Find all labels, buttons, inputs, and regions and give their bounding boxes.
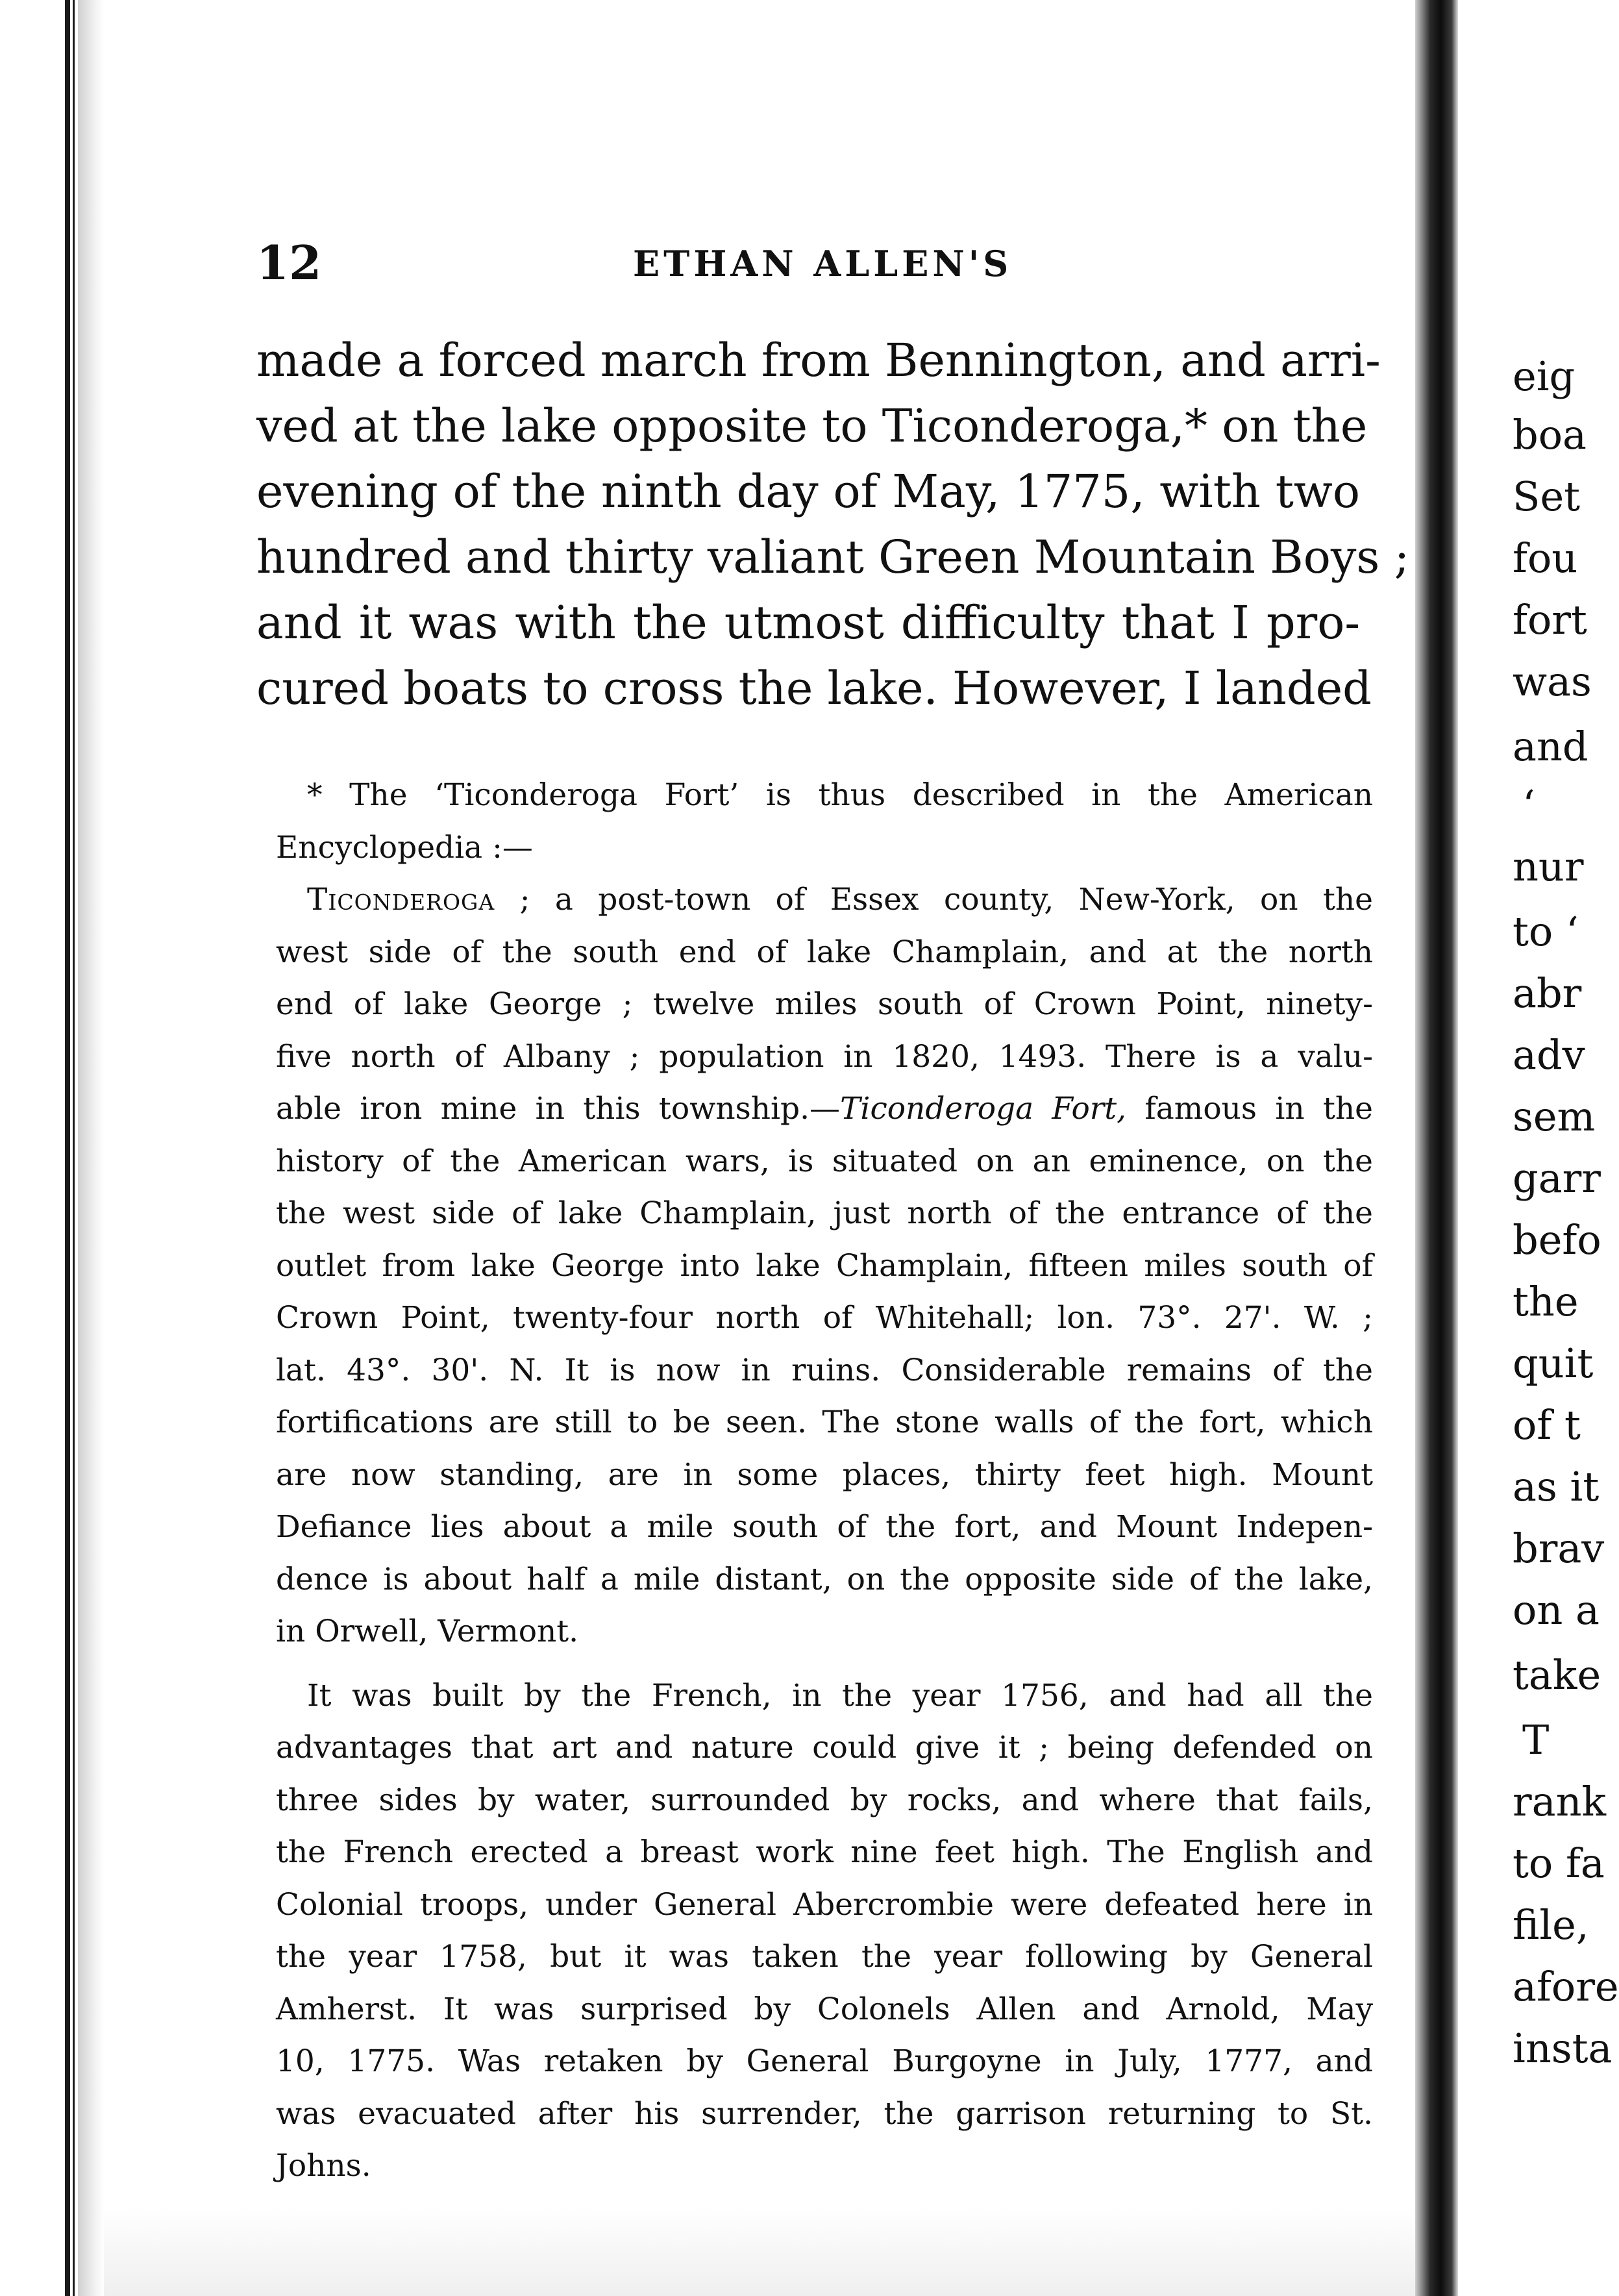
scan-left-shadow — [78, 0, 104, 2296]
footnote-term: Ticonderoga — [307, 882, 495, 917]
facing-page-fragment: T — [1522, 1716, 1550, 1764]
footnote-line: was evacuated after his surrender, the garrison returning to St. — [276, 2095, 1373, 2132]
facing-page-fragment: eig — [1513, 353, 1576, 400]
page-header — [256, 234, 1373, 292]
facing-page-fragment: of t — [1513, 1401, 1581, 1449]
facing-page-fragment: ‘ — [1522, 781, 1535, 829]
facing-page-fragment: and — [1513, 723, 1588, 770]
facing-page-fragment: as it — [1513, 1463, 1600, 1510]
body-line: and it was with the utmost difficulty that I pro- — [256, 596, 1360, 649]
footnote — [276, 769, 1373, 2193]
footnote-line: * The ‘Ticonderoga Fort’ is thus described in the American — [307, 777, 1373, 813]
facing-page — [1458, 0, 1582, 2296]
footnote-line: outlet from lake George into lake Champlain, fifteen miles south of — [276, 1247, 1373, 1284]
page-number: 12 — [256, 235, 322, 290]
facing-page-fragment: afore — [1513, 1963, 1619, 2010]
footnote-line: fortifications are still to be seen. The stone walls of the fort, which — [276, 1404, 1373, 1440]
facing-page-fragment: take — [1513, 1651, 1601, 1699]
facing-page-fragment: the — [1513, 1278, 1579, 1325]
footnote-line — [276, 1083, 1373, 1136]
facing-page-fragment: befo — [1513, 1216, 1601, 1264]
footnote-line: the year 1758, but it was taken the year following by General — [276, 1939, 1373, 1975]
footnote-line: west side of the south end of lake Champlain, and at the north — [276, 934, 1373, 970]
facing-page-fragment: boa — [1513, 411, 1587, 458]
footnote-line — [276, 874, 1373, 927]
facing-page-fragment: file, — [1513, 1901, 1589, 1949]
footnote-line: Encyclopedia :— — [276, 829, 533, 866]
footnote-line: five north of Albany ; population in 1820, 1493. There is a valu- — [276, 1038, 1373, 1075]
paragraph-gap — [276, 1658, 1373, 1670]
facing-page-fragment: rank — [1513, 1778, 1607, 1825]
footnote-line: Johns. — [276, 2148, 371, 2184]
body-line: evening of the ninth day of May, 1775, with two — [256, 465, 1360, 518]
footnote-line: Colonial troops, under General Abercrombie were defeated here in — [276, 1886, 1373, 1923]
footnote-line: in Orwell, Vermont. — [276, 1614, 579, 1649]
facing-page-fragment: adv — [1513, 1031, 1585, 1079]
facing-page-fragment: sem — [1513, 1093, 1596, 1140]
facing-page-fragment: quit — [1513, 1340, 1594, 1387]
running-head: ETHAN ALLEN'S — [633, 243, 1013, 284]
footnote-line: Crown Point, twenty-four north of Whitehall; lon. 73°. 27'. W. ; — [276, 1300, 1373, 1336]
footnote-line: the west side of lake Champlain, just north of the entrance of the — [276, 1195, 1373, 1231]
footnote-line: are now standing, are in some places, thirty feet high. Mount — [276, 1456, 1373, 1493]
body-line: cured boats to cross the lake. However, I landed — [256, 662, 1372, 715]
facing-page-fragment: abr — [1513, 969, 1582, 1017]
footnote-line: Amherst. It was surprised by Colonels Allen and Arnold, May — [276, 1991, 1373, 2027]
book-gutter — [1415, 0, 1458, 2296]
scan-left-margin — [0, 0, 71, 2296]
scan-edge-line-inner — [73, 0, 75, 2296]
facing-page-fragment: on a — [1513, 1586, 1600, 1634]
facing-page-fragment: insta — [1513, 2025, 1613, 2072]
footnote-line: It was built by the French, in the year 1756, and had all the — [307, 1677, 1373, 1714]
facing-page-fragment: nur — [1513, 843, 1584, 890]
footnote-line: dence is about half a mile distant, on the opposite side of the lake, — [276, 1561, 1373, 1597]
facing-page-fragment: garr — [1513, 1154, 1601, 1202]
footnote-line: 10, 1775. Was retaken by General Burgoyne in July, 1777, and — [276, 2043, 1373, 2079]
page-bottom-shade — [104, 2208, 1415, 2296]
facing-page-fragment: fou — [1513, 534, 1578, 582]
facing-page-fragment: fort — [1513, 596, 1587, 643]
footnote-line: end of lake George ; twelve miles south of Crown Point, ninety- — [276, 986, 1373, 1022]
facing-page-fragment: brav — [1513, 1525, 1605, 1572]
facing-page-fragment: to ‘ — [1513, 908, 1579, 955]
footnote-text: ; a post-town of Essex county, New-York, on the — [495, 882, 1373, 917]
footnote-text: able iron mine in this township.— — [276, 1091, 841, 1127]
footnote-line: the French erected a breast work nine feet high. The English and — [276, 1834, 1373, 1870]
facing-page-fragment: to fa — [1513, 1840, 1605, 1887]
footnote-line: Defiance lies about a mile south of the fort, and Mount Indepen- — [276, 1509, 1373, 1545]
body-line: ved at the lake opposite to Ticonderoga,* on the — [256, 399, 1368, 453]
footnote-line: advantages that art and nature could give it ; being defended on — [276, 1730, 1373, 1766]
footnote-line: history of the American wars, is situated on an eminence, on the — [276, 1143, 1373, 1179]
footnote-text: famous in the — [1126, 1091, 1373, 1127]
body-line: hundred and thirty valiant Green Mountain Boys ; — [256, 530, 1410, 584]
facing-page-fragment: Set — [1513, 473, 1581, 520]
scan-edge-line — [65, 0, 70, 2296]
footnote-line: three sides by water, surrounded by rocks, and where that fails, — [276, 1782, 1373, 1818]
body-line: made a forced march from Bennington, and arri- — [256, 334, 1381, 387]
footnote-emphasis: Ticonderoga Fort, — [840, 1091, 1127, 1127]
facing-page-fragment: was — [1513, 658, 1592, 705]
footnote-line: lat. 43°. 30'. N. It is now in ruins. Considerable remains of the — [276, 1352, 1373, 1388]
body-text — [256, 328, 1410, 721]
